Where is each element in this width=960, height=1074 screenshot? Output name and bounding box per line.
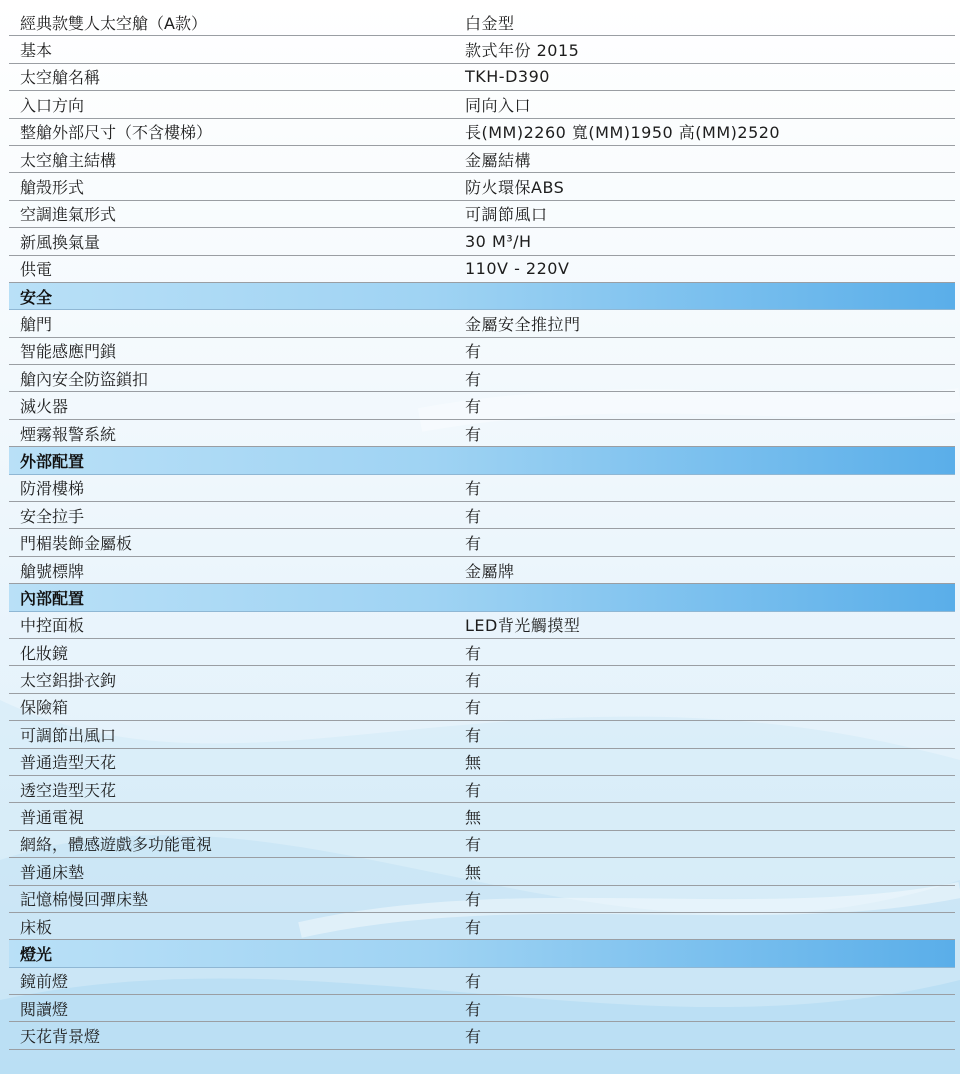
spec-label: 床板 [20,917,53,937]
spec-label: 記憶棉慢回彈床墊 [20,890,149,910]
spec-value: 有 [465,835,482,855]
section-header-row [9,283,955,310]
spec-value: 有 [465,1027,482,1047]
spec-value: 防火環保ABS [465,178,565,198]
spec-label: 空調進氣形式 [20,205,117,225]
spec-label: 保險箱 [20,698,69,718]
spec-value: 有 [465,342,482,362]
spec-row [9,639,955,666]
spec-row [9,557,955,584]
spec-label: 太空艙主結構 [20,150,117,170]
spec-value: 無 [465,753,482,773]
spec-row [9,119,955,146]
section-title: 內部配置 [20,588,85,608]
spec-label: 可調節出風口 [20,725,117,745]
spec-value: 長(MM)2260 寬(MM)1950 高(MM)2520 [465,123,781,143]
spec-value: 有 [465,643,482,663]
spec-value: 有 [465,671,482,691]
spec-table [9,9,955,1050]
spec-label: 入口方向 [20,95,85,115]
spec-row [9,64,955,91]
spec-row [9,1022,955,1049]
spec-value: 有 [465,424,482,444]
spec-value: 白金型 [465,13,515,33]
spec-label: 鏡前燈 [20,972,69,992]
spec-value: 無 [465,862,482,882]
spec-row [9,831,955,858]
spec-value: 可調節風口 [465,205,548,225]
spec-row [9,886,955,913]
spec-row [9,666,955,693]
spec-value: 有 [465,369,482,389]
section-header-row [9,940,955,967]
spec-value: 有 [465,698,482,718]
section-title: 外部配置 [20,451,85,471]
spec-label: 艙殼形式 [20,178,85,198]
spec-label: 基本 [20,41,53,61]
spec-row [9,310,955,337]
section-header-row [9,447,955,474]
section-header-row [9,584,955,611]
spec-value: 款式年份 2015 [465,41,580,61]
spec-row [9,338,955,365]
section-title: 安全 [20,287,53,307]
spec-row [9,803,955,830]
spec-value: 金屬牌 [465,561,515,581]
spec-value: 有 [465,972,482,992]
spec-value: LED背光觸摸型 [465,616,581,636]
spec-row [9,256,955,283]
spec-value: 有 [465,534,482,554]
spec-row [9,475,955,502]
section-title: 燈光 [20,944,53,964]
spec-value: 有 [465,780,482,800]
spec-label: 閱讀燈 [20,999,69,1019]
spec-value: 110V - 220V [465,259,570,279]
spec-label: 網絡，體感遊戲多功能電視 [20,835,213,855]
spec-label: 化妝鏡 [20,643,69,663]
spec-row [9,420,955,447]
spec-label: 整艙外部尺寸（不含樓梯） [20,123,213,143]
spec-row [9,995,955,1022]
spec-value: 金屬結構 [465,150,532,170]
spec-row [9,201,955,228]
spec-row [9,228,955,255]
spec-row [9,612,955,639]
spec-value: 有 [465,506,482,526]
spec-label: 普通床墊 [20,862,85,882]
spec-label: 經典款雙人太空艙（A款） [20,13,207,33]
spec-value: 有 [465,725,482,745]
spec-row [9,529,955,556]
spec-label: 艙門 [20,314,53,334]
spec-value: 有 [465,397,482,417]
spec-label: 智能感應門鎖 [20,342,117,362]
spec-label: 普通造型天花 [20,753,117,773]
spec-row [9,776,955,803]
spec-label: 透空造型天花 [20,780,117,800]
spec-label: 煙霧報警系統 [20,424,117,444]
spec-label: 天花背景燈 [20,1027,101,1047]
spec-label: 門楣裝飾金屬板 [20,534,133,554]
spec-label: 新風換氣量 [20,232,101,252]
spec-row [9,173,955,200]
spec-label: 艙內安全防盜鎖扣 [20,369,149,389]
spec-row [9,858,955,885]
spec-row [9,146,955,173]
spec-row [9,968,955,995]
spec-value: 有 [465,917,482,937]
spec-row [9,694,955,721]
spec-row [9,502,955,529]
spec-row [9,365,955,392]
spec-label: 安全拉手 [20,506,85,526]
spec-label: 普通電視 [20,808,85,828]
spec-value: 有 [465,479,482,499]
spec-row [9,392,955,419]
spec-row [9,913,955,940]
spec-label: 防滑樓梯 [20,479,85,499]
spec-label: 艙號標牌 [20,561,85,581]
spec-value: 金屬安全推拉門 [465,314,581,334]
spec-row [9,36,955,63]
spec-row [9,749,955,776]
spec-row [9,91,955,118]
spec-value: 同向入口 [465,95,532,115]
spec-value: 有 [465,999,482,1019]
spec-value: TKH-D390 [465,67,550,87]
spec-label: 中控面板 [20,616,85,636]
spec-value: 有 [465,890,482,910]
spec-label: 滅火器 [20,397,69,417]
spec-row [9,721,955,748]
spec-value: 無 [465,808,482,828]
spec-value: 30 M³/H [465,231,532,251]
spec-label: 太空艙名稱 [20,68,101,88]
spec-row [9,9,955,36]
spec-label: 太空鋁掛衣鉤 [20,671,117,691]
spec-label: 供電 [20,260,53,280]
